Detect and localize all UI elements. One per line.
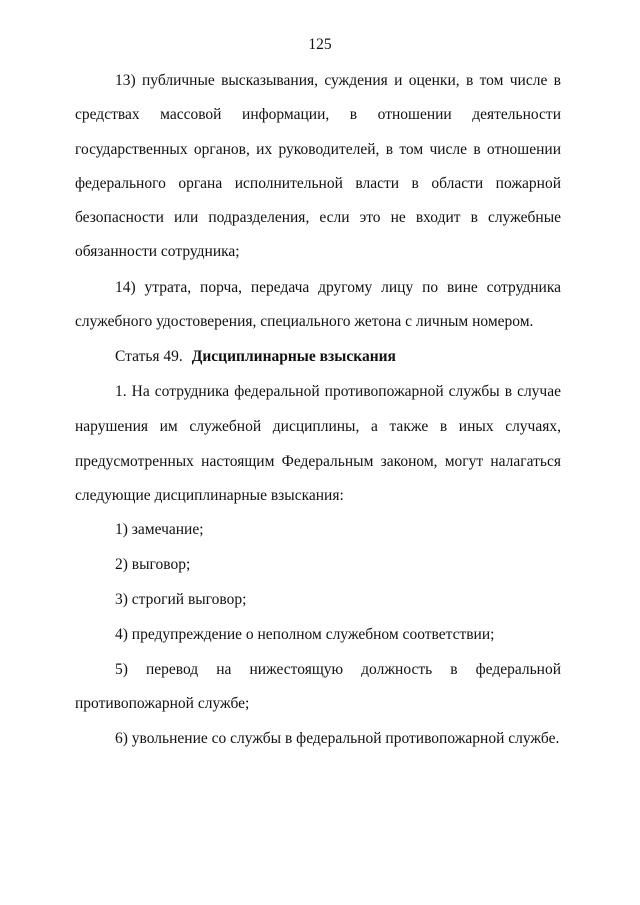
list-item: 4) предупреждение о неполном служебном соответствии; [115, 626, 495, 643]
paragraph-line: 1. На сотрудника федеральной противопожарной службы в случае [115, 383, 561, 400]
article-heading-line [115, 347, 561, 367]
paragraph-line: 14) утрата, порча, передача другому лицу по вине сотрудника [115, 279, 561, 296]
paragraph-line: государственных органов, их руководителей, в том числе в отношении [75, 141, 561, 158]
paragraph-line: служебного удостоверения, специального жетона с личным номером. [75, 313, 534, 330]
list-item: 6) увольнение со службы в федеральной противопожарной службе. [115, 730, 560, 747]
list-item-continuation: противопожарной службе; [75, 695, 250, 712]
page-number: 125 [308, 36, 332, 53]
paragraph-item-13 [75, 71, 561, 261]
paragraph-line: 13) публичные высказывания, суждения и оценки, в том числе в [115, 72, 561, 89]
article-title: Дисциплинарные взыскания [191, 348, 396, 365]
paragraph-line: следующие дисциплинарные взыскания: [75, 487, 344, 504]
paragraph-line: безопасности или подразделения, если это не входит в служебные [75, 209, 561, 226]
paragraph-line: предусмотренных настоящим Федеральным законом, могут налагаться [75, 453, 561, 470]
paragraph-item-14 [75, 278, 561, 334]
list-item: 2) выговор; [115, 556, 191, 573]
list-item: 1) замечание; [115, 521, 204, 538]
list-item: 5) перевод на нижестоящую должность в федеральной [115, 661, 561, 678]
article-heading [75, 347, 561, 367]
penalty-list [75, 520, 561, 750]
list-item: 3) строгий выговор; [115, 591, 247, 608]
paragraph-clause-1 [75, 382, 561, 507]
paragraph-line: федерального органа исполнительной власти в области пожарной [75, 175, 561, 192]
paragraph-line: обязанности сотрудника; [75, 243, 240, 260]
paragraph-line: средствах массовой информации, в отношении деятельности [75, 106, 561, 123]
article-number: Статья 49. [115, 348, 183, 365]
paragraph-line: нарушения им служебной дисциплины, а также в иных случаях, [75, 418, 561, 435]
